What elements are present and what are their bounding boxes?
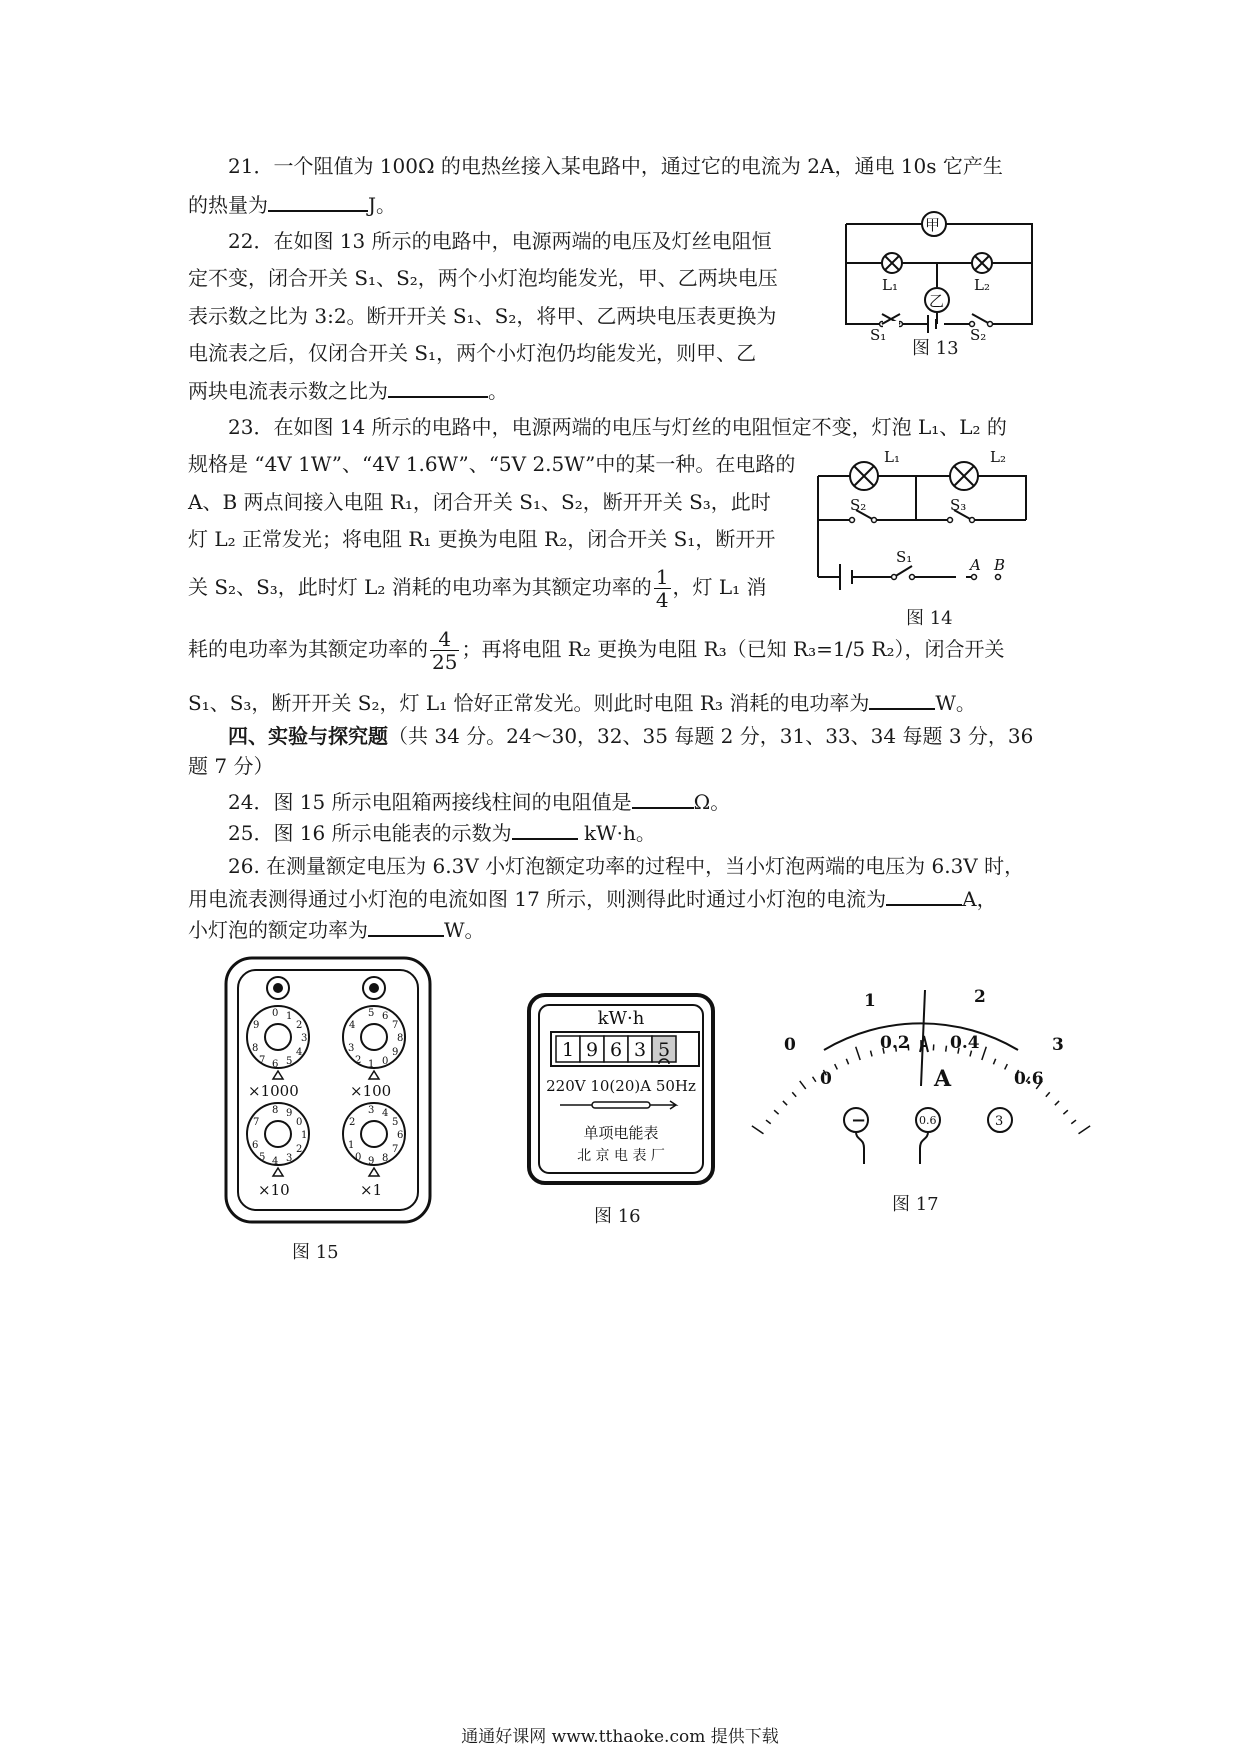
svg-text:2: 2	[355, 1055, 362, 1066]
section-4-note: （共 34 分。24～30，32、35 每题 2 分，31、33、34 每题 3 分，36	[388, 724, 1034, 748]
svg-text:2: 2	[296, 1020, 303, 1031]
svg-text:3: 3	[368, 1105, 375, 1116]
q23-line1: 23．在如图 14 所示的电路中，电源两端的电压与灯丝的电阻恒定不变，灯泡 L₁、L₂ 的	[228, 415, 1007, 439]
svg-text:4: 4	[296, 1047, 303, 1058]
svg-text:0: 0	[272, 1008, 279, 1019]
svg-text:4: 4	[382, 1108, 389, 1119]
meter-jia-label: 甲	[925, 216, 941, 234]
top-scale-0: 0	[784, 1035, 796, 1055]
figure-17-caption: 图 17	[892, 1194, 939, 1215]
q22-line5	[188, 378, 508, 403]
svg-text:3: 3	[286, 1153, 293, 1164]
section-4-line1	[228, 724, 1033, 748]
bottom-scale-0: 0	[820, 1069, 832, 1089]
answer-blank[interactable]	[886, 886, 962, 906]
meter-spec: 220V 10(20)A 50Hz	[546, 1077, 696, 1095]
svg-text:9: 9	[253, 1020, 260, 1031]
q21-line1: 21．一个阻值为 100Ω 的电热丝接入某电路中，通过它的电流为 2A，通电 10s 它产生	[228, 154, 1003, 178]
svg-text:2: 2	[349, 1117, 356, 1128]
scale-tick	[1055, 1101, 1059, 1105]
page-footer: 通通好课网 www.tthaoke.com 提供下载	[461, 1727, 779, 1747]
scale-tick	[1079, 1126, 1091, 1134]
svg-text:2: 2	[296, 1144, 303, 1155]
q26-line2-pre: 用电流表测得通过小灯泡的电流如图 17 所示，则测得此时通过小灯泡的电流为	[188, 887, 887, 911]
answer-blank[interactable]	[268, 192, 368, 212]
point-a-label: A	[970, 556, 981, 574]
terminal-negative[interactable]: −	[851, 1110, 867, 1131]
q22-line5-pre: 两块电流表示数之比为	[188, 379, 388, 403]
svg-text:1: 1	[301, 1130, 308, 1141]
q23-line6	[188, 628, 1005, 673]
svg-text:5: 5	[259, 1152, 266, 1163]
figure-14-caption: 图 14	[906, 608, 953, 629]
scale-tick	[783, 1101, 787, 1105]
svg-text:6: 6	[272, 1059, 279, 1070]
digit-4: 3	[633, 1039, 647, 1061]
top-scale-3: 3	[1052, 1035, 1064, 1055]
top-scale-2: 2	[974, 987, 986, 1007]
q23-line5-pre: 关 S₂、S₃，此时灯 L₂ 消耗的电功率为其额定功率的	[188, 575, 652, 599]
svg-text:0: 0	[296, 1117, 303, 1128]
multiplier-1: ×1	[360, 1181, 383, 1199]
svg-text:7: 7	[253, 1117, 260, 1128]
bottom-scale-0.4: 0.4	[950, 1033, 980, 1053]
svg-text:0: 0	[382, 1056, 389, 1067]
scale-tick	[1046, 1092, 1050, 1097]
svg-text:7: 7	[259, 1055, 266, 1066]
point-b-label: B	[994, 556, 1006, 574]
svg-text:5: 5	[368, 1008, 375, 1019]
figure-14-circuit	[812, 446, 1034, 586]
q23-line3: A、B 两点间接入电阻 R₁，闭合开关 S₁、S₂，断开开关 S₃，此时	[188, 490, 771, 514]
answer-blank[interactable]	[512, 820, 578, 840]
answer-blank[interactable]	[388, 378, 488, 398]
answer-blank[interactable]	[368, 917, 444, 937]
lamp-l2-label: L₂	[990, 448, 1006, 466]
ammeter-unit: A	[934, 1066, 952, 1092]
scale-tick	[993, 1059, 995, 1065]
q23-line7	[188, 690, 976, 715]
q26-line3-post: W。	[444, 918, 485, 942]
scale-tick	[856, 1047, 860, 1060]
svg-text:3: 3	[301, 1033, 308, 1044]
scale-tick	[982, 1047, 986, 1060]
scale-tick	[792, 1092, 796, 1097]
q22-line2: 定不变，闭合开关 S₁、S₂，两个小灯泡均能发光，甲、乙两块电压	[188, 266, 778, 290]
q23-line7-post: W。	[935, 691, 976, 715]
figure-16-caption: 图 16	[594, 1206, 641, 1227]
svg-text:8: 8	[272, 1105, 279, 1116]
q25-pre: 25．图 16 所示电能表的示数为	[228, 821, 512, 845]
meter-name: 单项电能表	[583, 1124, 659, 1142]
q23-line6-post: ；再将电阻 R₂ 更换为电阻 R₃（已知 R₃=1/5 R₂），闭合开关	[461, 637, 1005, 661]
multiplier-10: ×10	[258, 1181, 290, 1199]
lamp-l1-label: L₁	[882, 276, 898, 294]
top-scale-1: 1	[864, 991, 876, 1011]
scale-tick	[774, 1110, 778, 1114]
meter-yi-label: 乙	[929, 292, 945, 310]
scale-tick	[766, 1120, 771, 1124]
svg-text:1: 1	[368, 1059, 375, 1070]
digit-5-decimal: 5	[657, 1039, 671, 1061]
scale-tick	[813, 1077, 816, 1082]
q26-line3-pre: 小灯泡的额定功率为	[188, 918, 368, 942]
q23-line7-pre: S₁、S₃，断开开关 S₂，灯 L₁ 恰好正常发光。则此时电阻 R₃ 消耗的电功率为	[188, 691, 870, 715]
scale-tick	[870, 1051, 872, 1057]
answer-blank[interactable]	[632, 789, 694, 809]
fraction-one-quarter: $\frac{1}{4}$	[655, 565, 669, 612]
meter-maker: 北 京 电 表 厂	[577, 1148, 665, 1164]
svg-text:9: 9	[286, 1108, 293, 1119]
scale-tick	[800, 1081, 806, 1089]
multiplier-1000: ×1000	[248, 1082, 299, 1100]
digit-1: 1	[561, 1039, 575, 1061]
q22-line3: 表示数之比为 3:2。断开开关 S₁、S₂，将甲、乙两块电压表更换为	[188, 304, 777, 328]
q22-line1: 22．在如图 13 所示的电路中，电源两端的电压及灯丝电阻恒	[228, 229, 772, 253]
q26-line2	[188, 886, 997, 911]
svg-text:9: 9	[392, 1047, 399, 1058]
q26-line1: 26. 在测量额定电压为 6.3V 小灯泡额定功率的过程中，当小灯泡两端的电压为 6.3V 时，	[228, 854, 1025, 878]
scale-tick	[752, 1126, 764, 1134]
svg-text:8: 8	[382, 1153, 389, 1164]
switch-s2-label: S₂	[850, 496, 867, 514]
q25-line	[228, 820, 656, 845]
scale-tick	[1063, 1110, 1067, 1114]
q21-line2-post: J。	[368, 193, 397, 217]
digit-3: 6	[609, 1039, 623, 1061]
svg-text:7: 7	[392, 1144, 399, 1155]
scale-tick	[1005, 1064, 1008, 1069]
svg-text:9: 9	[368, 1156, 375, 1167]
q22-line4: 电流表之后，仅闭合开关 S₁，两个小灯泡仍均能发光，则甲、乙	[188, 341, 757, 365]
q23-line5	[188, 566, 767, 611]
q24-pre: 24．图 15 所示电阻箱两接线柱间的电阻值是	[228, 790, 632, 814]
figure-16-energy-meter	[526, 992, 716, 1186]
svg-text:1: 1	[348, 1140, 355, 1151]
answer-blank[interactable]	[869, 690, 935, 710]
multiplier-100: ×100	[350, 1082, 392, 1100]
terminal-3[interactable]: 3	[995, 1114, 1004, 1129]
figure-15-caption: 图 15	[292, 1242, 339, 1263]
section-4-line2: 题 7 分）	[188, 754, 274, 778]
lamp-l2-label: L₂	[974, 276, 990, 294]
q23-line2: 规格是 “4V 1W”、“4V 1.6W”、“5V 2.5W”中的某一种。在电路的	[188, 452, 796, 476]
svg-text:6: 6	[397, 1130, 404, 1141]
lamp-l1-label: L₁	[884, 448, 900, 466]
switch-s3-label: S₃	[950, 496, 967, 514]
svg-text:5: 5	[392, 1117, 399, 1128]
digit-2: 9	[585, 1039, 599, 1061]
svg-text:8: 8	[252, 1043, 259, 1054]
switch-s1-label: S₁	[896, 548, 913, 566]
terminal-0.6[interactable]: 0.6	[919, 1114, 937, 1127]
q24-post: Ω。	[693, 790, 731, 814]
svg-text:6: 6	[382, 1011, 389, 1022]
switch-s2-label: S₂	[970, 326, 987, 344]
scale-tick	[946, 1046, 947, 1052]
svg-text:7: 7	[392, 1020, 399, 1031]
q23-line5-post: ，灯 L₁ 消	[672, 575, 767, 599]
section-4-title: 四、实验与探究题	[228, 724, 388, 748]
svg-text:0: 0	[355, 1152, 362, 1163]
svg-text:5: 5	[286, 1056, 293, 1067]
figure-15-resistance-box	[224, 956, 432, 1224]
q23-line6-pre: 耗的电功率为其额定功率的	[188, 637, 428, 661]
q26-line3	[188, 917, 485, 942]
switch-s1-label: S₁	[870, 326, 887, 344]
bottom-scale-0.2: 0.2	[880, 1033, 910, 1053]
scale-tick	[846, 1059, 848, 1065]
q26-line2-post: A，	[962, 887, 997, 911]
svg-text:4: 4	[272, 1156, 279, 1167]
svg-text:6: 6	[252, 1140, 259, 1151]
bottom-scale-0.6: 0.6	[1014, 1069, 1044, 1089]
q23-line4: 灯 L₂ 正常发光；将电阻 R₁ 更换为电阻 R₂，闭合开关 S₁，断开开	[188, 527, 776, 551]
svg-text:3: 3	[348, 1043, 355, 1054]
svg-text:8: 8	[397, 1033, 404, 1044]
scale-tick	[1071, 1120, 1076, 1124]
q21-line2	[188, 192, 396, 217]
figure-13-caption: 图 13	[912, 338, 959, 359]
scale-tick	[835, 1064, 838, 1069]
meter-unit: kW·h	[597, 1008, 645, 1029]
q25-post: kW·h。	[583, 821, 656, 845]
q24-line	[228, 789, 730, 814]
q21-line2-pre: 的热量为	[188, 193, 268, 217]
fraction-four-25ths: $\frac{4}{25}$	[432, 627, 458, 674]
svg-text:1: 1	[286, 1011, 293, 1022]
svg-text:4: 4	[349, 1020, 356, 1031]
q22-line5-post: 。	[488, 379, 508, 403]
figure-17-ammeter	[778, 980, 1062, 1176]
